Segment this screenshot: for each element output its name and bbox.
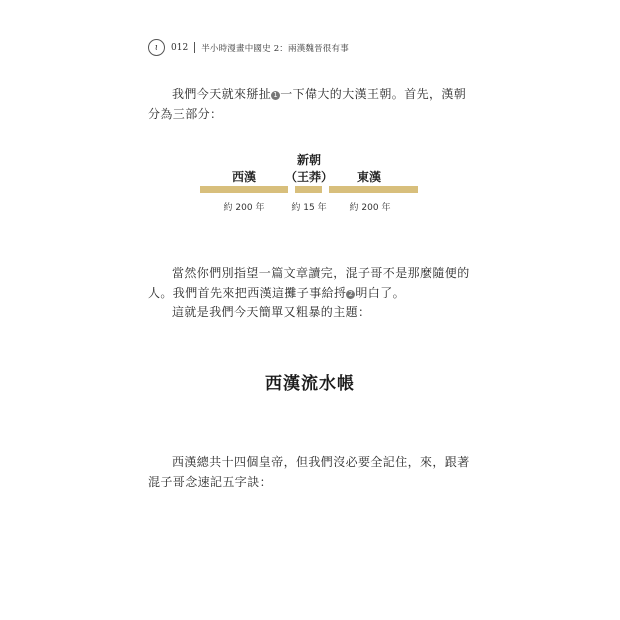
dynasty-timeline xyxy=(0,0,620,230)
timeline-duration-eastern-han: 約 200 年 xyxy=(349,203,391,213)
timeline-duration-western-han: 約 200 年 xyxy=(223,203,265,213)
timeline-label-eastern-han: 東漢 xyxy=(356,170,382,184)
footnote-marker-2: 2 xyxy=(346,290,355,299)
page-number: 012 xyxy=(171,42,189,53)
timeline-label-western-han: 西漢 xyxy=(231,170,257,184)
timeline-bar-eastern-han xyxy=(329,186,418,193)
timeline-duration-xin: 約 15 年 xyxy=(291,203,327,213)
chapter-logo-icon: ɩ xyxy=(148,39,165,56)
timeline-bar-xin xyxy=(295,186,322,193)
section-title: 西漢流水帳 xyxy=(265,374,355,394)
paragraph-topic: 這就是我們今天簡單又粗暴的主題： xyxy=(172,305,371,319)
paragraph-text: 一下偉大的大漢王朝。首先，漢朝分為三部分： xyxy=(148,87,467,121)
paragraph-text: 明白了。 xyxy=(355,285,406,300)
paragraph-text: 我們今天就來掰扯 xyxy=(172,87,272,101)
timeline-label-wang-mang: （王莽） xyxy=(284,170,334,184)
footnote-marker-1: 1 xyxy=(271,91,280,100)
book-title: 半小時漫畫中國史 2：兩漢魏晉很有事 xyxy=(201,43,349,54)
timeline-bar-western-han xyxy=(200,186,288,193)
timeline-label-xin: 新朝 xyxy=(296,153,322,167)
paragraph-western-han xyxy=(148,264,474,303)
paragraph-emperors: 西漢總共十四個皇帝，但我們沒必要全記住，來，跟著混子哥念速記五字訣： xyxy=(148,455,470,489)
paragraph-text: 當然你們別指望一篇文章讀完，混子哥不是那麼隨便的人。我們首先來把西漢這攤子事給捋 xyxy=(148,266,470,300)
